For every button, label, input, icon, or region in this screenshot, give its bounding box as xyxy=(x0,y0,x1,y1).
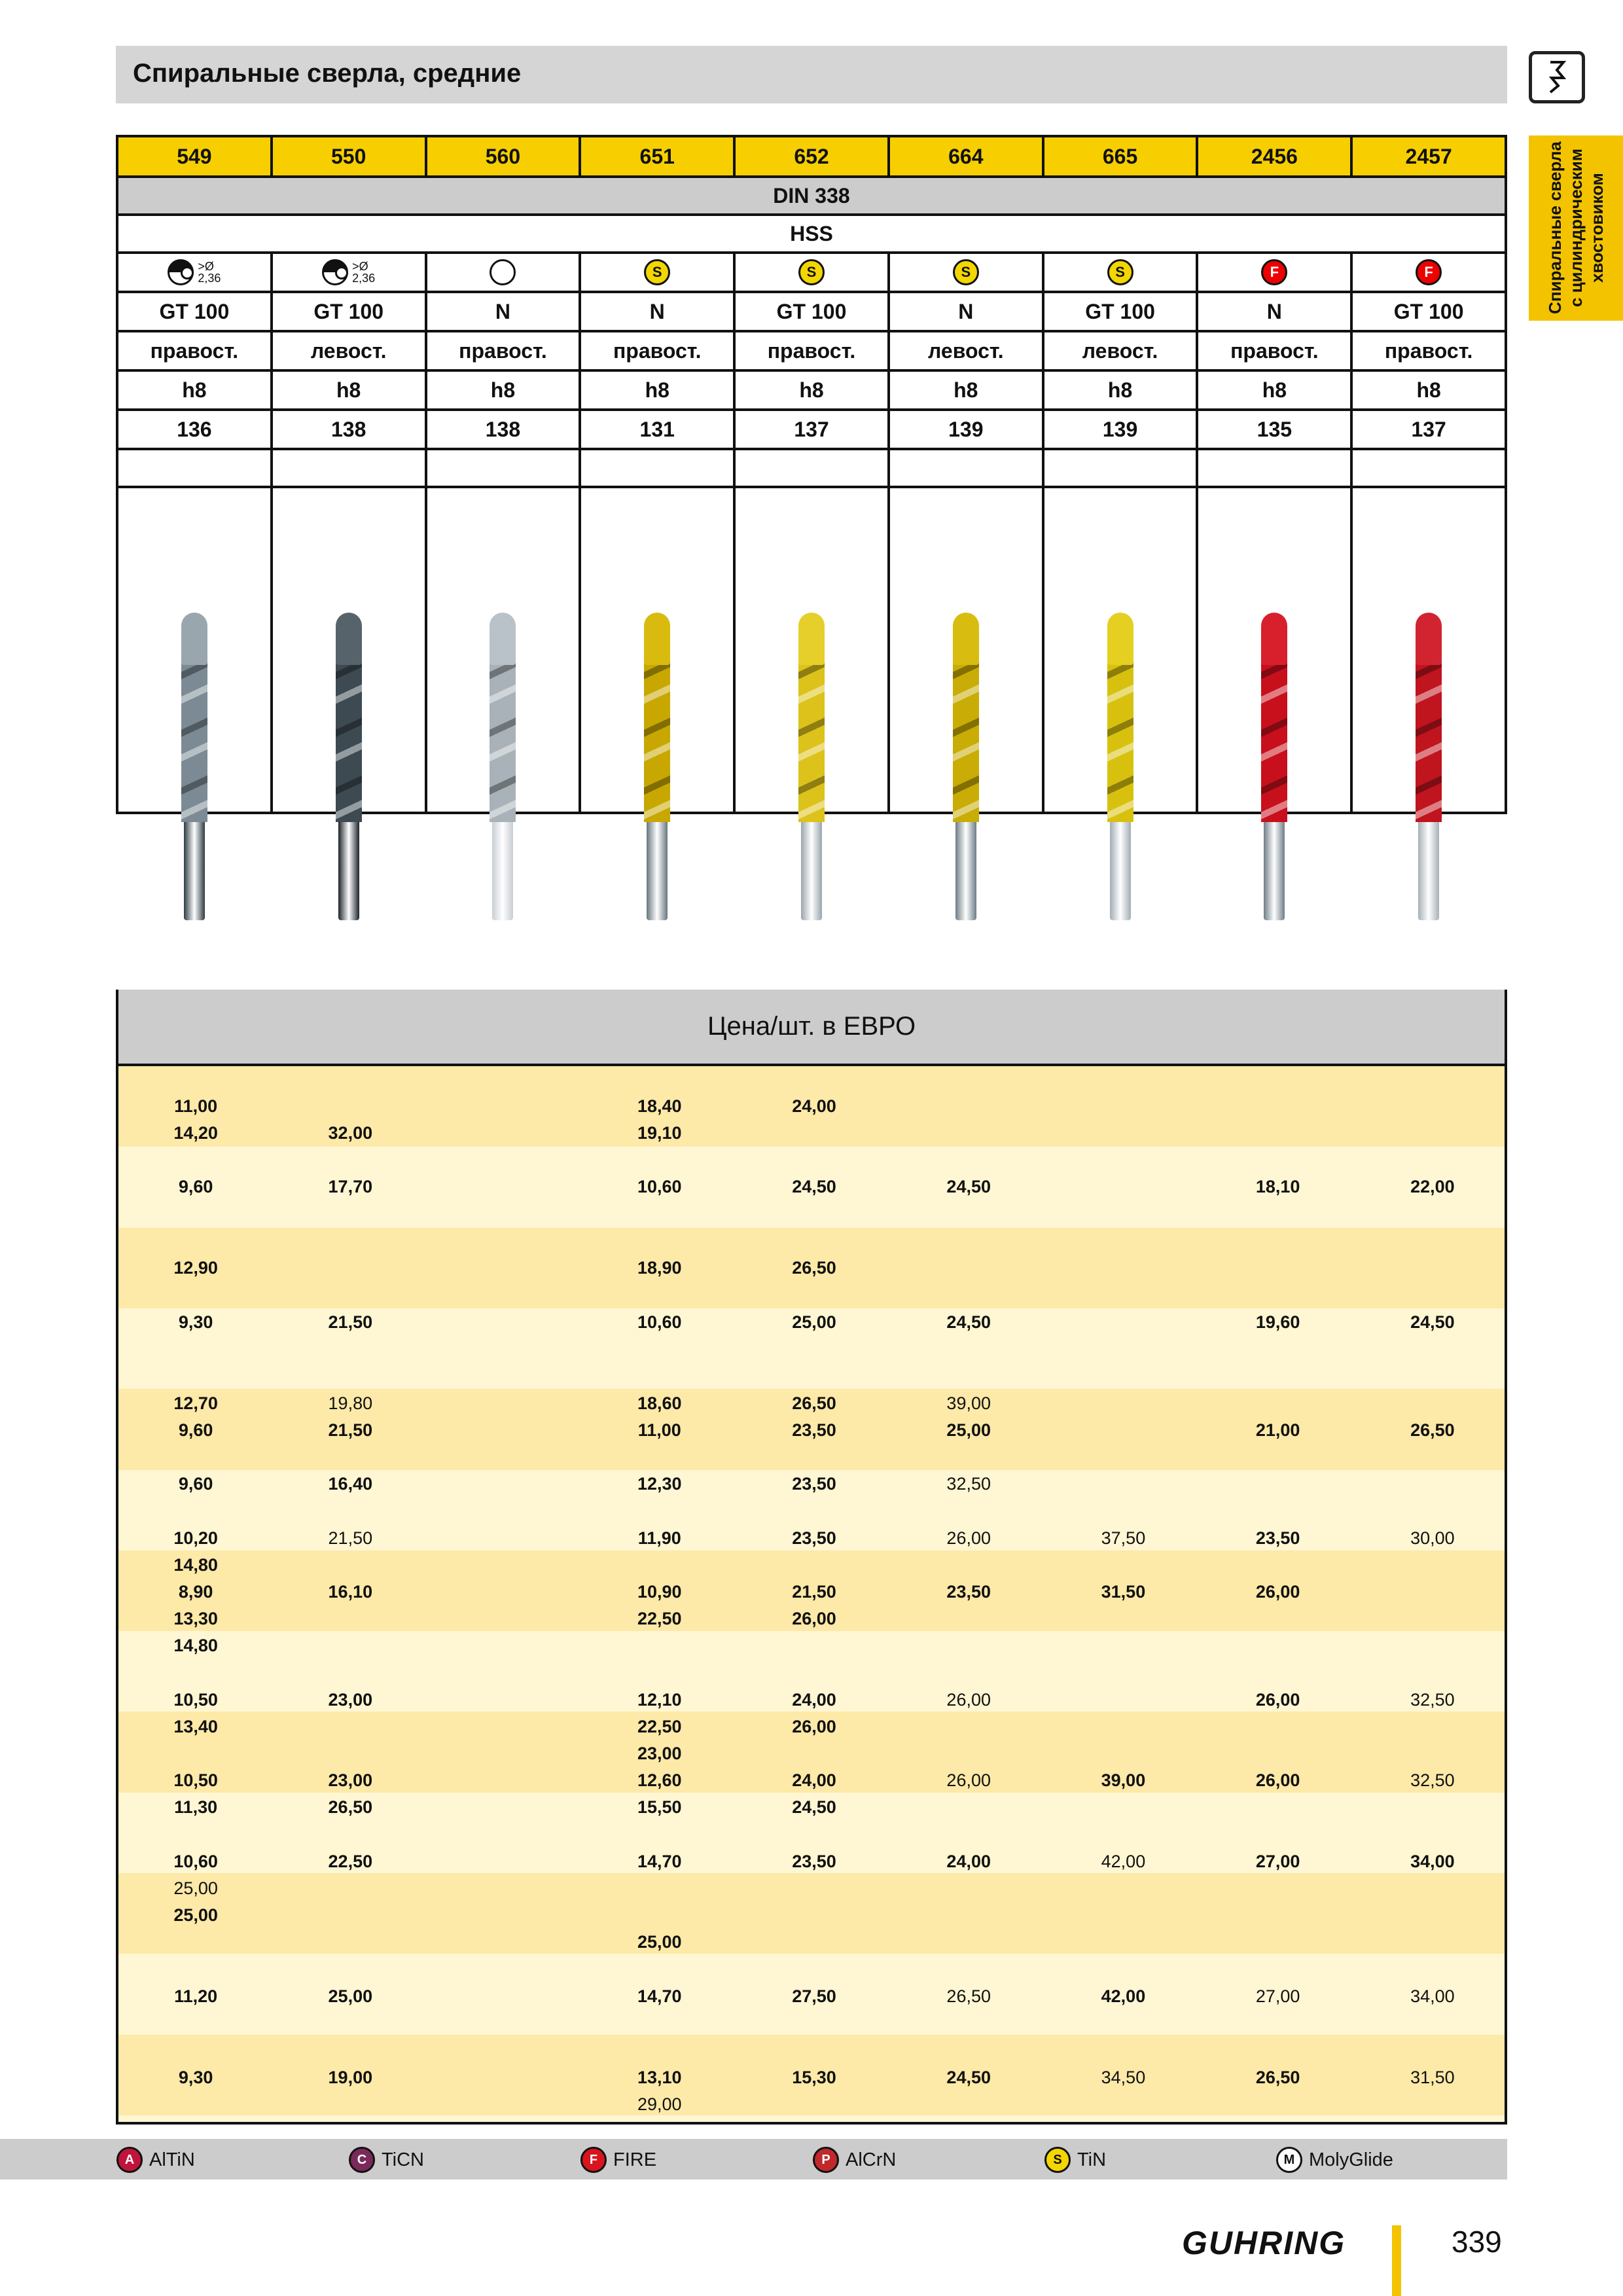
standard-label: DIN 338 xyxy=(773,183,850,207)
price-value: 25,00 xyxy=(946,1420,991,1440)
price-value: 32,50 xyxy=(946,1474,991,1494)
price-value: 42,00 xyxy=(1101,1852,1146,1871)
price-value: 11,00 xyxy=(174,1096,218,1116)
price-value: 34,50 xyxy=(1101,2068,1146,2087)
drill-flute xyxy=(336,639,362,822)
drill-shank xyxy=(801,816,822,920)
price-value: 10,50 xyxy=(173,1690,218,1710)
drill-image-cell xyxy=(581,488,736,812)
direction-cell: правост. xyxy=(736,332,890,369)
price-value: 24,00 xyxy=(792,1690,836,1710)
coating-icon-cell xyxy=(118,254,273,291)
price-value: 32,00 xyxy=(328,1123,373,1143)
page-reference-cell: 136 xyxy=(118,411,273,448)
legend-label: AlCrN xyxy=(846,2149,897,2170)
point-type-cell: GT 100 xyxy=(1044,293,1199,330)
drill-symbol-icon xyxy=(1529,51,1585,103)
price-value: 10,60 xyxy=(637,1312,682,1332)
price-value: 25,00 xyxy=(173,1905,218,1925)
price-value: 11,30 xyxy=(174,1797,218,1817)
drill-flute xyxy=(490,639,516,822)
price-value: 13,40 xyxy=(173,1717,218,1736)
legend-item xyxy=(813,2147,896,2173)
drill-image-cell xyxy=(1198,488,1353,812)
drill-image-cell xyxy=(1353,488,1505,812)
price-value: 24,00 xyxy=(792,1770,836,1790)
price-value: 27,00 xyxy=(1255,1986,1300,2006)
price-value: 23,50 xyxy=(792,1852,836,1871)
legend-label: FIRE xyxy=(613,2149,657,2170)
price-value: 11,90 xyxy=(637,1528,681,1548)
drill-tip xyxy=(1261,613,1287,665)
price-value: 42,00 xyxy=(1101,1986,1146,2006)
price-value: 18,10 xyxy=(1255,1177,1300,1196)
legend-item xyxy=(1044,2147,1106,2173)
drill-shank xyxy=(184,816,205,920)
coating-icon-cell xyxy=(1044,254,1199,291)
twist-drill-icon xyxy=(1261,613,1287,920)
drill-tip xyxy=(1107,613,1133,665)
legend-coating-icon: S xyxy=(1044,2147,1071,2173)
price-value: 25,00 xyxy=(792,1312,836,1332)
price-value: 30,00 xyxy=(1410,1528,1455,1548)
price-value: 9,60 xyxy=(178,1420,213,1440)
drill-tip xyxy=(336,613,362,665)
section-tab-label xyxy=(1544,141,1607,314)
tin-coating-icon: S xyxy=(644,259,670,285)
price-value: 9,60 xyxy=(178,1474,213,1494)
price-value: 21,50 xyxy=(328,1312,373,1332)
price-value: 14,70 xyxy=(637,1852,682,1871)
drill-image-cell xyxy=(427,488,582,812)
price-value: 26,50 xyxy=(1255,2068,1300,2087)
price-value: 24,50 xyxy=(792,1797,836,1817)
price-value: 23,50 xyxy=(946,1582,991,1602)
blank-cell xyxy=(1198,450,1353,486)
coating-icon-row xyxy=(118,254,1505,293)
price-value: 14,80 xyxy=(173,1555,218,1575)
page-reference-cell: 139 xyxy=(890,411,1044,448)
price-value: 10,50 xyxy=(173,1770,218,1790)
price-value: 23,00 xyxy=(637,1744,682,1763)
fire-coating-icon: F xyxy=(1261,259,1287,285)
drill-shank xyxy=(492,816,513,920)
direction-cell: правост. xyxy=(581,332,736,369)
point-type-row xyxy=(118,293,1505,332)
direction-row xyxy=(118,332,1505,372)
coating-icon-cell xyxy=(1198,254,1353,291)
drill-flute xyxy=(1261,639,1287,822)
price-value: 25,00 xyxy=(637,1932,682,1952)
coating-icon-cell xyxy=(890,254,1044,291)
uncoated-icon xyxy=(490,259,516,285)
price-value: 9,30 xyxy=(178,1312,213,1332)
drill-tip xyxy=(798,613,825,665)
price-value: 24,50 xyxy=(946,1177,991,1196)
standard-row xyxy=(118,178,1505,216)
price-value: 24,50 xyxy=(946,1312,991,1332)
tolerance-cell: h8 xyxy=(581,372,736,408)
tolerance-cell: h8 xyxy=(118,372,273,408)
price-value: 31,50 xyxy=(1101,1582,1146,1602)
price-value: 21,50 xyxy=(328,1420,373,1440)
article-number-cell: 652 xyxy=(736,137,890,175)
diameter-note xyxy=(198,260,221,284)
brand-logo: GUHRING xyxy=(1182,2225,1346,2261)
material-label: HSS xyxy=(790,221,833,245)
page-reference-cell: 131 xyxy=(581,411,736,448)
coating-legend xyxy=(0,2139,1507,2179)
point-type-cell: N xyxy=(581,293,736,330)
legend-label: AlTiN xyxy=(149,2149,195,2170)
drill-flute xyxy=(181,639,207,822)
article-number-row xyxy=(118,137,1505,178)
blank-cell xyxy=(736,450,890,486)
price-value: 14,80 xyxy=(173,1636,218,1655)
article-number-cell: 549 xyxy=(118,137,273,175)
point-type-cell: N xyxy=(427,293,582,330)
price-value: 34,00 xyxy=(1410,1852,1455,1871)
price-value: 10,20 xyxy=(173,1528,218,1548)
price-value: 24,50 xyxy=(946,2068,991,2087)
direction-cell: правост. xyxy=(1198,332,1353,369)
tolerance-cell: h8 xyxy=(273,372,427,408)
drill-image-cell xyxy=(118,488,273,812)
page-reference-cell: 137 xyxy=(736,411,890,448)
price-value: 22,50 xyxy=(637,1717,682,1736)
coating-icon-cell xyxy=(1353,254,1505,291)
article-number-cell: 651 xyxy=(581,137,736,175)
price-value: 26,50 xyxy=(328,1797,373,1817)
price-value: 12,70 xyxy=(173,1393,218,1413)
drill-tip xyxy=(490,613,516,665)
coating-icon-cell xyxy=(273,254,427,291)
price-table xyxy=(116,1066,1507,2125)
price-value: 32,50 xyxy=(1410,1770,1455,1790)
blank-cell xyxy=(1353,450,1505,486)
legend-label: TiCN xyxy=(382,2149,424,2170)
page-title: Спиральные сверла, средние xyxy=(133,59,522,88)
price-value: 12,60 xyxy=(637,1770,682,1790)
drill-image-cell xyxy=(1044,488,1199,812)
twist-drill-icon xyxy=(644,613,670,920)
drill-glyph-icon xyxy=(1532,54,1582,100)
price-value: 8,90 xyxy=(178,1582,213,1602)
tin-coating-icon: S xyxy=(953,259,979,285)
price-value: 26,50 xyxy=(792,1393,836,1413)
twist-drill-icon xyxy=(336,613,362,920)
drill-image-row xyxy=(118,488,1505,812)
point-type-cell: N xyxy=(1198,293,1353,330)
price-value: 26,00 xyxy=(792,1717,836,1736)
price-value: 25,00 xyxy=(173,1878,218,1898)
diameter-note-line-2: 2,36 xyxy=(352,272,376,285)
price-value: 13,10 xyxy=(637,2068,682,2087)
price-value: 26,00 xyxy=(946,1770,991,1790)
price-value: 31,50 xyxy=(1410,2068,1455,2087)
article-number-cell: 664 xyxy=(890,137,1044,175)
legend-coating-icon: C xyxy=(349,2147,375,2173)
legend-coating-icon: M xyxy=(1276,2147,1302,2173)
point-type-cell: GT 100 xyxy=(118,293,273,330)
price-value: 23,50 xyxy=(792,1528,836,1548)
price-value: 26,00 xyxy=(1255,1582,1300,1602)
price-value: 16,40 xyxy=(328,1474,373,1494)
price-value: 39,00 xyxy=(1101,1770,1146,1790)
article-number-cell: 2457 xyxy=(1405,144,1452,168)
price-value: 26,00 xyxy=(1255,1690,1300,1710)
tolerance-cell: h8 xyxy=(1044,372,1199,408)
twist-drill-icon xyxy=(490,613,516,920)
price-value: 17,70 xyxy=(328,1177,373,1196)
product-spec-table xyxy=(116,135,1507,814)
page-reference-cell: 138 xyxy=(273,411,427,448)
price-value: 18,60 xyxy=(637,1393,682,1413)
price-value: 27,50 xyxy=(792,1986,836,2006)
price-value: 39,00 xyxy=(946,1393,991,1413)
price-value: 25,00 xyxy=(328,1986,373,2006)
price-value: 10,60 xyxy=(173,1852,218,1871)
point-geometry-icon xyxy=(322,259,348,285)
drill-image-cell xyxy=(736,488,890,812)
price-value: 10,90 xyxy=(637,1582,682,1602)
blank-cell xyxy=(118,450,273,486)
drill-flute xyxy=(1416,639,1442,822)
price-header xyxy=(116,990,1507,1066)
geometry-icon-group xyxy=(168,259,221,285)
price-value: 14,20 xyxy=(173,1123,218,1143)
drill-flute xyxy=(798,639,825,822)
price-value: 23,50 xyxy=(1255,1528,1300,1548)
article-number-cell: 665 xyxy=(1044,137,1199,175)
tolerance-cell: h8 xyxy=(890,372,1044,408)
price-value: 12,30 xyxy=(637,1474,682,1494)
fire-coating-icon: F xyxy=(1416,259,1442,285)
blank-row xyxy=(118,450,1505,488)
point-type-cell: GT 100 xyxy=(273,293,427,330)
footer-accent-bar xyxy=(1392,2225,1401,2296)
tin-coating-icon: S xyxy=(798,259,825,285)
drill-flute xyxy=(1107,639,1133,822)
price-value: 26,00 xyxy=(1255,1770,1300,1790)
price-value: 18,40 xyxy=(637,1096,682,1116)
drill-image-cell xyxy=(273,488,427,812)
price-value: 21,50 xyxy=(792,1582,836,1602)
article-number-cell: 560 xyxy=(427,137,582,175)
twist-drill-icon xyxy=(1107,613,1133,920)
price-band xyxy=(118,1873,1505,1954)
price-value: 29,00 xyxy=(637,2094,682,2114)
price-value: 26,00 xyxy=(946,1690,991,1710)
price-value: 11,20 xyxy=(174,1986,218,2006)
legend-item xyxy=(580,2147,656,2173)
legend-coating-icon: F xyxy=(580,2147,607,2173)
page-reference-cell: 139 xyxy=(1044,411,1199,448)
price-value: 19,00 xyxy=(328,2068,373,2087)
price-value: 21,50 xyxy=(328,1528,373,1548)
direction-cell: правост. xyxy=(1384,338,1473,363)
price-value: 12,90 xyxy=(173,1258,218,1278)
drill-flute xyxy=(644,639,670,822)
price-value: 21,00 xyxy=(1255,1420,1300,1440)
direction-cell: левост. xyxy=(890,332,1044,369)
blank-cell xyxy=(273,450,427,486)
section-tab-line-1: Спиральные сверла xyxy=(1545,141,1565,314)
diameter-note-line-2: 2,36 xyxy=(198,272,221,285)
price-value: 15,30 xyxy=(792,2068,836,2087)
legend-coating-icon: A xyxy=(116,2147,143,2173)
page-reference-cell: 137 xyxy=(1411,417,1446,441)
price-value: 19,80 xyxy=(328,1393,373,1413)
coating-icon-cell xyxy=(581,254,736,291)
twist-drill-icon xyxy=(181,613,207,920)
drill-tip xyxy=(1416,613,1442,665)
blank-cell xyxy=(581,450,736,486)
direction-cell: правост. xyxy=(118,332,273,369)
blank-cell xyxy=(1044,450,1199,486)
legend-coating-icon: P xyxy=(813,2147,839,2173)
diameter-note-line-1: >Ø xyxy=(198,260,214,273)
drill-shank xyxy=(955,816,976,920)
twist-drill-icon xyxy=(1416,613,1442,920)
legend-item xyxy=(116,2147,195,2173)
price-value: 24,00 xyxy=(792,1096,836,1116)
article-number-cell: 2456 xyxy=(1198,137,1353,175)
article-number-cell: 550 xyxy=(273,137,427,175)
section-tab xyxy=(1529,135,1623,321)
price-value: 11,00 xyxy=(637,1420,681,1440)
direction-cell: правост. xyxy=(427,332,582,369)
price-value: 16,10 xyxy=(328,1582,373,1602)
price-value: 24,50 xyxy=(1410,1312,1455,1332)
drill-shank xyxy=(1110,816,1131,920)
price-value: 37,50 xyxy=(1101,1528,1146,1548)
point-type-cell: GT 100 xyxy=(1393,299,1464,323)
direction-cell: левост. xyxy=(1044,332,1199,369)
blank-cell xyxy=(427,450,582,486)
price-value: 22,50 xyxy=(637,1609,682,1628)
price-value: 18,90 xyxy=(637,1258,682,1278)
price-value: 23,00 xyxy=(328,1770,373,1790)
twist-drill-icon xyxy=(953,613,979,920)
legend-item xyxy=(1276,2147,1393,2173)
tolerance-cell: h8 xyxy=(736,372,890,408)
drill-shank xyxy=(1264,816,1285,920)
price-value: 24,50 xyxy=(792,1177,836,1196)
legend-item xyxy=(349,2147,424,2173)
price-value: 23,50 xyxy=(792,1420,836,1440)
point-type-cell: N xyxy=(890,293,1044,330)
tolerance-cell: h8 xyxy=(1416,378,1441,402)
price-value: 32,50 xyxy=(1410,1690,1455,1710)
page-number: 339 xyxy=(1452,2225,1502,2259)
point-geometry-icon xyxy=(168,259,194,285)
drill-tip xyxy=(953,613,979,665)
material-row xyxy=(118,216,1505,254)
geometry-icon-group xyxy=(322,259,375,285)
price-value: 34,00 xyxy=(1410,1986,1455,2006)
diameter-note xyxy=(352,260,375,284)
price-value: 26,00 xyxy=(946,1528,991,1548)
price-value: 22,00 xyxy=(1410,1177,1455,1196)
drill-image-cell xyxy=(890,488,1044,812)
legend-label: TiN xyxy=(1077,2149,1107,2170)
twist-drill-icon xyxy=(798,613,825,920)
price-value: 9,30 xyxy=(178,2068,213,2087)
price-value: 23,50 xyxy=(792,1474,836,1494)
price-value: 19,10 xyxy=(637,1123,682,1143)
drill-shank xyxy=(1418,816,1439,920)
price-value: 19,60 xyxy=(1255,1312,1300,1332)
page-title-bar xyxy=(116,46,1507,103)
drill-flute xyxy=(953,639,979,822)
page-reference-cell: 135 xyxy=(1198,411,1353,448)
price-value: 10,60 xyxy=(637,1177,682,1196)
tin-coating-icon: S xyxy=(1107,259,1133,285)
price-value: 22,50 xyxy=(328,1852,373,1871)
coating-icon-cell xyxy=(427,254,582,291)
price-value: 26,50 xyxy=(946,1986,991,2006)
legend-label: MolyGlide xyxy=(1309,2149,1393,2170)
page-reference-cell: 138 xyxy=(427,411,582,448)
price-value: 27,00 xyxy=(1255,1852,1300,1871)
section-tab-line-3: хвостовиком xyxy=(1587,173,1607,283)
price-value: 9,60 xyxy=(178,1177,213,1196)
price-band xyxy=(118,2115,1505,2125)
price-value: 12,10 xyxy=(637,1690,682,1710)
drill-shank xyxy=(338,816,359,920)
direction-cell: левост. xyxy=(273,332,427,369)
price-value: 26,50 xyxy=(1410,1420,1455,1440)
price-value: 13,30 xyxy=(173,1609,218,1628)
tolerance-cell: h8 xyxy=(427,372,582,408)
tolerance-cell: h8 xyxy=(1198,372,1353,408)
price-value: 15,50 xyxy=(637,1797,682,1817)
tolerance-row xyxy=(118,372,1505,411)
price-value: 24,00 xyxy=(946,1852,991,1871)
price-value: 26,00 xyxy=(792,1609,836,1628)
coating-icon-cell xyxy=(736,254,890,291)
drill-shank xyxy=(647,816,668,920)
price-value: 14,70 xyxy=(637,1986,682,2006)
price-value: 23,00 xyxy=(328,1690,373,1710)
blank-cell xyxy=(890,450,1044,486)
point-type-cell: GT 100 xyxy=(736,293,890,330)
price-value: 26,50 xyxy=(792,1258,836,1278)
drill-tip xyxy=(644,613,670,665)
drill-tip xyxy=(181,613,207,665)
section-tab-line-2: с цилиндрическим xyxy=(1566,148,1586,308)
page-reference-row xyxy=(118,411,1505,450)
diameter-note-line-1: >Ø xyxy=(352,260,368,273)
price-header-label: Цена/шт. в ЕВРО xyxy=(707,1012,916,1041)
